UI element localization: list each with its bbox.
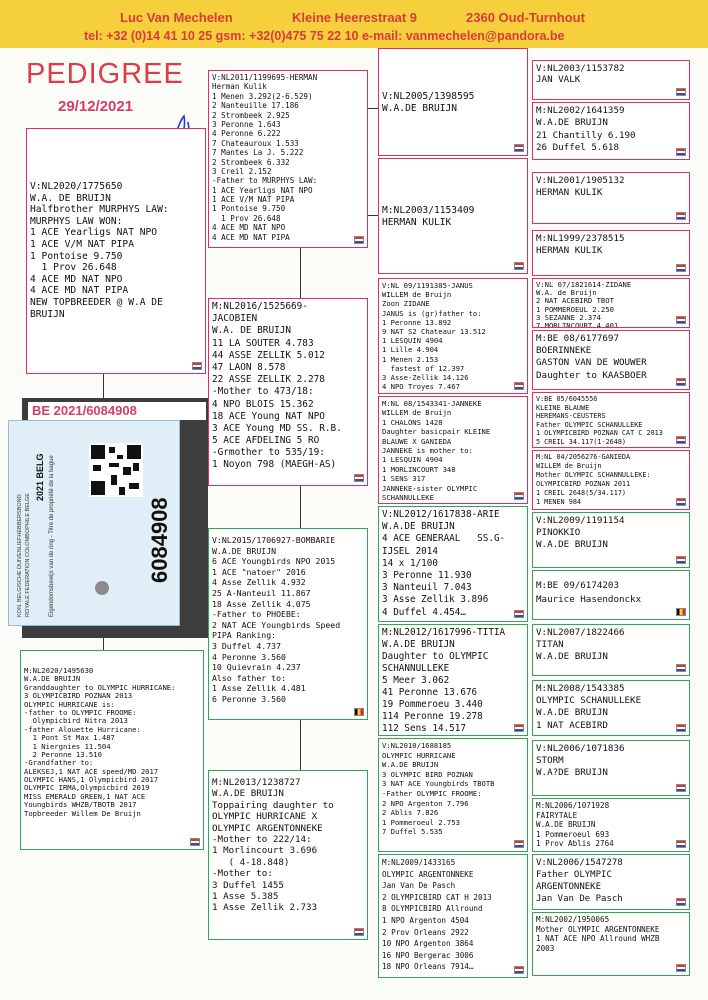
- pedigree-line: V:BE 05/6045556: [536, 395, 598, 403]
- flag-icon: [676, 148, 686, 156]
- breeder-city: 2360 Oud-Turnhout: [466, 10, 585, 25]
- flag-icon: [676, 784, 686, 792]
- pedigree-line: 2 NAT ACEBIRD TBOT: [536, 297, 614, 306]
- pedigree-line: Herman Kulik: [212, 82, 267, 92]
- flag-icon: [676, 378, 686, 386]
- flag-icon: [514, 724, 524, 732]
- pedigree-line: OLYMPIC SCHANULLEKE: [536, 695, 642, 707]
- pedigree-line: 1 Pommeroeul 693: [536, 829, 610, 839]
- pedigree-line: 112 Sens 14.517: [382, 723, 466, 734]
- pedigree-line: WILLEM de Bruijn: [536, 462, 602, 470]
- gen2-box: [208, 298, 368, 486]
- flag-icon: [676, 212, 686, 220]
- pedigree-line: Father OLYMPIC SCHANULLEKE: [536, 420, 643, 429]
- pedigree-line: 4 ACE MD NAT NPO: [30, 273, 123, 285]
- pedigree-line: JACOBIEN: [212, 313, 258, 325]
- pedigree-line: 26 Duffel 5.618: [536, 142, 619, 154]
- pedigree-line: PINOKKIO: [536, 527, 581, 538]
- pedigree-line: 2 Strombeek 6.332: [212, 157, 290, 167]
- pedigree-line: 1 Asse Zellik 4.481: [212, 683, 306, 694]
- gen4-box: [532, 912, 690, 976]
- pedigree-line: 41 Peronne 13.676: [382, 687, 478, 698]
- ring-ownership-card: [8, 420, 180, 626]
- ring-number: 6084908: [147, 497, 172, 583]
- pedigree-line: PIPA Ranking:: [212, 630, 277, 641]
- pedigree-line: V:NL2006/1547278: [536, 858, 623, 868]
- pedigree-line: JAN VALK: [536, 74, 581, 86]
- pedigree-line: 2 Prov Orleans 2922: [382, 927, 469, 937]
- pedigree-line: SCHANNULLEKE: [382, 663, 450, 674]
- pedigree-line: 14 x 1/100: [382, 557, 438, 569]
- pedigree-line: 1 CREIL 2648(5/34.117): [536, 489, 627, 497]
- pedigree-line: HERMAN KULIK: [536, 245, 603, 256]
- breeder-name: Luc Van Mechelen: [120, 10, 233, 25]
- flag-icon: [514, 262, 524, 270]
- ownership-text: Eigendomsbewijs van de ring - Titre de propriété de la bague: [49, 455, 55, 617]
- pedigree-line: GASTON VAN DE WOUWER: [536, 357, 647, 369]
- pedigree-line: IJSEL 2014: [382, 545, 438, 557]
- pedigree-line: Jan Van De Pasch: [382, 881, 456, 891]
- gen4-box: [532, 798, 690, 852]
- pedigree-line: fastest of 12.397: [382, 363, 465, 373]
- pedigree-line: 1 Prov 26.648: [30, 262, 117, 274]
- pedigree-line: OLYMPIC HURRICANE X: [212, 811, 318, 823]
- pedigree-line: W.A. DE BRUIJN: [30, 192, 111, 204]
- pedigree-line: OLYMPIC ARGENTONNEKE: [382, 869, 474, 879]
- pedigree-line: 1 Pontoise 9.750: [30, 250, 123, 262]
- pedigree-line: BRUIJN: [30, 308, 65, 320]
- pedigree-line: 2 OLYMPICBIRD CAT H 2013: [382, 892, 492, 902]
- pedigree-line: W.A.DE BRUIJN: [212, 545, 277, 556]
- pedigree-line: Mother OLYMPIC SCHANNULLEKE:: [536, 471, 651, 479]
- pedigree-line: Daughter to KAASBOER: [536, 369, 647, 381]
- pedigree-line: V:NL2012/1617838-ARIE: [382, 509, 500, 520]
- pedigree-line: M:NL2012/1617996-TITIA: [382, 627, 506, 638]
- pedigree-line: 1 NPO Argenton 4504: [382, 915, 469, 925]
- flag-icon: [514, 840, 524, 848]
- pedigree-line: W.A.DE BRUIJN: [536, 117, 608, 129]
- pedigree-line: 2 NPO Argenton 7.796: [382, 798, 469, 808]
- pedigree-line: Toppairing daughter to: [212, 799, 334, 811]
- pedigree-line: W.A.DE BRUIJN: [536, 820, 596, 830]
- pedigree-line: 1 Prov 26.648: [212, 213, 281, 223]
- pedigree-line: W.A.DE BRUIJN: [536, 651, 608, 662]
- pedigree-line: 3 Asse Zellik 3.896: [382, 594, 489, 606]
- flag-icon: [192, 362, 202, 370]
- pedigree-line: M:BE 08/6177697: [536, 333, 619, 344]
- ring-card: [8, 398, 204, 638]
- pedigree-line: SCHANNULLEKE: [382, 492, 434, 502]
- subject-pigeon-box: [26, 128, 206, 374]
- pedigree-line: ( 4-18.848): [212, 856, 290, 868]
- pedigree-line: 10 NPO Argenton 3864: [382, 939, 474, 949]
- pedigree-line: -Mother to 222/14:: [212, 833, 312, 845]
- pedigree-line: V:NL2020/1775650: [30, 181, 123, 192]
- pedigree-line: BLAUWE X GANIEDA: [382, 436, 452, 446]
- pedigree-line: V:NL 09/1191385-JANUS: [382, 281, 473, 290]
- pedigree-line: 1 Menen 3.292(2-6.529): [212, 91, 313, 101]
- connector-line: [300, 486, 301, 528]
- pedigree-line: M:NL2020/1495630: [24, 667, 94, 675]
- flag-icon: [676, 498, 686, 506]
- pedigree-line: Mother OLYMPIC ARGENTONNEKE: [536, 924, 660, 934]
- pedigree-line: 5 CREIL 34.117(1-2648): [536, 437, 627, 446]
- gen3-box: [378, 738, 528, 852]
- pedigree-line: M:NL2009/1433165: [382, 858, 456, 867]
- pedigree-line: 3 Creil 2.152: [212, 166, 272, 176]
- pedigree-line: -Father to PHOEBE:: [212, 609, 301, 620]
- pedigree-line: HERMAN KULIK: [536, 187, 603, 198]
- gen4-box: [532, 392, 690, 448]
- pedigree-line: 18 ACE Young NAT NPO: [212, 410, 325, 422]
- pedigree-line: 1 NAT ACEBIRD: [536, 719, 608, 731]
- flag-icon: [676, 724, 686, 732]
- pedigree-line: 4 Peronne 3.560: [212, 651, 286, 662]
- flag-icon: [354, 708, 364, 716]
- pedigree-line: 5 ACE AFDELING 5 RO: [212, 435, 320, 447]
- pedigree-line: 1 NAT ACE NPO Allround WHZB: [536, 934, 660, 944]
- gen4-box: [532, 172, 690, 224]
- gen4-box: [532, 60, 690, 100]
- pedigree-line: 3 Nanteuil 7.043: [382, 582, 472, 594]
- pedigree-line: 6 ACE Youngbirds NPO 2015: [212, 556, 336, 567]
- pedigree-line: 114 Peronne 19.278: [382, 711, 483, 722]
- pedigree-line: BOERINNEKE: [536, 345, 592, 357]
- gen4-box: [532, 102, 690, 160]
- pedigree-line: 2 Ablis 7.826: [382, 808, 439, 818]
- gen3-box: [378, 854, 528, 978]
- ring-hole: [95, 581, 109, 595]
- pedigree-line: 1 Asse Zellik 2.733: [212, 902, 318, 914]
- pedigree-line: 3 Duffel 1455: [212, 879, 284, 891]
- gen2-box: [208, 528, 368, 720]
- pedigree-date: 29/12/2021: [58, 98, 134, 115]
- pedigree-line: V:NL2001/1905132: [536, 175, 625, 186]
- pedigree-line: 4 ACE GENERAAL SS.G-: [382, 533, 506, 545]
- pedigree-line: M:NL2002/1641359: [536, 105, 625, 116]
- gen4-box: [532, 278, 690, 328]
- pedigree-line: 21 Chantilly 6.190: [536, 129, 636, 141]
- pedigree-line: WILLEM de Bruijn: [382, 290, 452, 300]
- flag-icon: [354, 236, 364, 244]
- pedigree-line: V:NL2015/1706927-BOMBARIE: [212, 535, 336, 545]
- pedigree-line: 44 ASSE ZELLIK 5.012: [212, 349, 325, 361]
- pedigree-line: 1 Niergnies 11.504: [24, 742, 111, 751]
- pedigree-line: 1 Pommeroeul 2.753: [382, 817, 460, 827]
- gen3-box: [378, 48, 528, 156]
- pedigree-line: 9 NAT S2 Chateaur 13.512: [382, 326, 486, 336]
- federation-name-fr: ROYALE FEDERATION COLOMBOPHILE BELGE: [25, 493, 31, 617]
- pedigree-line: 3 Asse-Zellik 14.126: [382, 372, 469, 382]
- pedigree-line: 1 ACE "natoer" 2016: [212, 566, 306, 577]
- gen3-box: [378, 158, 528, 274]
- pedigree-line: 22 ASSE ZELLIK 2.278: [212, 374, 325, 386]
- flag-icon: [676, 556, 686, 564]
- pedigree-line: 3 Peronne 11.930: [382, 569, 472, 581]
- pedigree-line: 1 Pont St Max 1.487: [24, 734, 115, 743]
- pedigree-line: 1 Asse 5.385: [212, 890, 279, 902]
- pedigree-line: Topbreeder Willem De Bruijn: [24, 809, 141, 818]
- gen4-box: [532, 570, 690, 620]
- pedigree-line: V:NL2006/1071836: [536, 743, 625, 754]
- flag-icon: [514, 382, 524, 390]
- pedigree-line: 7 MORLINCOURT 4.401: [536, 321, 619, 328]
- gen4-box: [532, 230, 690, 276]
- pedigree-line: W.A. de Bruijn: [536, 289, 597, 298]
- gen3-box: [378, 506, 528, 622]
- pedigree-line: Also father to:: [212, 672, 286, 683]
- pedigree-line: 1 POMMEROEUL 2.250: [536, 305, 614, 314]
- ring-label: BE 2021/6084908: [28, 402, 206, 420]
- pedigree-line: 18 NPO Orleans 7914…: [382, 962, 474, 972]
- flag-icon: [514, 610, 524, 618]
- flag-icon: [676, 840, 686, 848]
- pedigree-line: W.A.DE BRUIJN: [536, 539, 608, 550]
- pedigree-line: 7 Mantes La J. 5.222: [212, 148, 304, 158]
- gen4-box: [532, 512, 690, 568]
- pedigree-line: 3 SEZANNE 2.374: [536, 313, 601, 322]
- pedigree-line: 4 Asse Zellik 4.932: [212, 577, 306, 588]
- pedigree-line: 18 Asse Zellik 4.075: [212, 598, 311, 609]
- pedigree-line: -Father OLYMPIC FROOME:: [382, 788, 482, 798]
- pedigree-line: 1 SENS 317: [382, 474, 426, 484]
- pedigree-line: V:NL 07/1821614-ZIDANE: [536, 281, 632, 289]
- pedigree-line: JANNEKE-sister OLYMPIC: [382, 483, 478, 493]
- pedigree-line: OLYMPIC ARGENTONNEKE: [212, 822, 323, 834]
- pedigree-line: -father to OLYMPIC FROOME:: [24, 708, 137, 717]
- pedigree-line: M:NL2008/1543385: [536, 683, 625, 694]
- flag-icon: [676, 898, 686, 906]
- pedigree-line: 25 A-Nanteuil 11.867: [212, 587, 311, 598]
- pedigree-line: OLYMPIC HURRICANE is:: [24, 700, 115, 709]
- pedigree-line: 4 ACE MD NAT PIPA: [212, 232, 290, 242]
- connector-line: [300, 720, 301, 770]
- pedigree-line: M:NL2003/1153409: [382, 205, 475, 216]
- pedigree-line: M:NL2006/1071928: [536, 801, 610, 810]
- pedigree-line: 1 Noyon 798 (MAEGH-AS): [212, 459, 337, 471]
- flag-icon: [354, 474, 364, 482]
- flag-icon: [190, 838, 200, 846]
- pedigree-line: 3 Peronne 1.643: [212, 119, 281, 129]
- ring-year-country: 2021 BELG: [35, 453, 45, 501]
- pedigree-line: 1 Lille 4.904: [382, 345, 439, 355]
- pedigree-line: 3 OLYMPIC BIRD POZNAN: [382, 769, 473, 779]
- pedigree-line: 4 ACE MD NAT NPO: [212, 223, 286, 233]
- pedigree-line: 3 OLYMPICBIRD POZNAN 2013: [24, 692, 133, 701]
- pedigree-line: 5 Meer 3.062: [382, 675, 450, 686]
- pedigree-line: 6 Peronne 3.560: [212, 693, 286, 704]
- pedigree-line: -father Alouette Hurricane:: [24, 725, 141, 734]
- pedigree-line: 11 LA SOUTER 4.783: [212, 337, 314, 349]
- pedigree-line: W.A.DE BRUIJN: [382, 103, 458, 114]
- pedigree-line: Halfbrother MURPHYS LAW:: [30, 204, 169, 216]
- gen4-box: [532, 854, 690, 910]
- gen4-box: [532, 624, 690, 676]
- pedigree-line: W.A.DE BRUIJN: [382, 760, 439, 770]
- pedigree-line: 1 ACE Yearligs NAT NPO: [212, 185, 313, 195]
- pedigree-line: 1 ACE V/M NAT PIPA: [30, 238, 134, 250]
- breeder-street: Kleine Heerestraat 9: [292, 10, 418, 25]
- pedigree-line: 1 MENEN 984: [536, 498, 582, 506]
- pedigree-line: WILLEM de Bruijn: [382, 408, 452, 418]
- pedigree-line: 16 NPO Bergerac 3006: [382, 950, 474, 960]
- pedigree-line: 1 Pontoise 9.750: [212, 204, 286, 214]
- pedigree-line: 4 Duffel 4.454…: [382, 606, 466, 618]
- pedigree-line: 1 LESQUIN 4904: [382, 336, 443, 346]
- pedigree-line: 19 Pommeroeu 3.440: [382, 699, 483, 710]
- pedigree-line: M:NL 04/2056276-GANIEDA: [536, 453, 631, 461]
- connector-line: [368, 108, 378, 109]
- gen2-box: [208, 70, 368, 248]
- gen3-box: [378, 624, 528, 736]
- pedigree-line: V:NL2009/1191154: [536, 515, 625, 526]
- pedigree-line: OLYMPICBIRD POZNAN 2011: [536, 480, 631, 488]
- pedigree-line: OLYMPIC HURRICANE: [382, 750, 456, 760]
- flag-icon: [676, 964, 686, 972]
- flag-icon: [514, 144, 524, 152]
- pedigree-line: -Father to MURPHYS LAW:: [212, 176, 318, 186]
- pedigree-line: 2 Nanteuille 17.186: [212, 101, 299, 111]
- pedigree-line: 1 Prov Ablis 2764: [536, 839, 614, 849]
- pedigree-line: 8 OLYMPICBIRD Allround: [382, 904, 483, 914]
- pedigree-line: V:NL2011/1199695-HERMAN: [212, 73, 318, 82]
- pedigree-line: Daughter basicpair KLEINE: [382, 427, 491, 437]
- pedigree-line: V:NL2010/1688185: [382, 741, 452, 750]
- pedigree-line: Youngbirds WHZB/TBOTB 2017: [24, 801, 137, 810]
- gen4-box: [532, 680, 690, 736]
- flag-icon: [354, 928, 364, 936]
- pedigree-line: 10 Quievrain 4.237: [212, 662, 301, 673]
- pedigree-line: W.A.DE BRUIJN: [24, 675, 81, 684]
- flag-icon: [676, 436, 686, 444]
- flag-icon: [514, 492, 524, 500]
- pedigree-line: -Grmother to 535/19:: [212, 447, 325, 459]
- pedigree-line: 2 NAT ACE Youngbirds Speed: [212, 619, 341, 630]
- pedigree-line: W.A.DE BRUIJN: [382, 639, 455, 650]
- pedigree-line: TITAN: [536, 639, 564, 650]
- pedigree-line: M:NL2013/1238727: [212, 777, 301, 788]
- pedigree-line: JANNEKE is mother to:: [382, 445, 473, 455]
- pedigree-line: 2 Peronne 13.510: [24, 750, 102, 759]
- pedigree-line: KLEINE BLAUWE: [536, 403, 590, 412]
- pedigree-line: Father OLYMPIC: [536, 870, 612, 880]
- pedigree-line: 2003: [536, 943, 555, 953]
- pedigree-line: 7 Chateauroux 1.533: [212, 138, 299, 148]
- flag-icon: [676, 264, 686, 272]
- pedigree-line: OLYMPIC IRMA,Olympicbird 2019: [24, 784, 150, 793]
- pedigree-line: 1 OLYMPICBIRD POZNAN CAT C 2013: [536, 429, 663, 438]
- pedigree-line: Jan Van De Pasch: [536, 894, 623, 904]
- gen4-box: [532, 450, 690, 510]
- pedigree-line: -Mother to 473/18:: [212, 386, 314, 398]
- pedigree-line: -Mother to:: [212, 868, 273, 880]
- pedigree-line: M:NL2002/1950065: [536, 915, 610, 924]
- pedigree-line: 7 Duffel 5.535: [382, 827, 443, 837]
- pedigree-line: 1 Peronne 13.892: [382, 317, 452, 327]
- pedigree-line: 3 NAT ACE Youngbirds TBOTB: [382, 779, 495, 789]
- pedigree-line: V:NL2007/1822466: [536, 627, 625, 638]
- connector-line: [368, 215, 378, 216]
- pedigree-line: 1 ACE Yearligs NAT NPO: [30, 227, 158, 239]
- pedigree-line: 2 Strombeek 2.925: [212, 110, 290, 120]
- pedigree-line: Olympicbird Nitra 2013: [24, 717, 128, 726]
- pedigree-line: 1 LESQUIN 4904: [382, 455, 443, 465]
- pedigree-line: -Grandfather to:: [24, 759, 94, 768]
- pedigree-line: OLYMPIC HANS,1 Olympicbird 2017: [24, 776, 159, 785]
- pedigree-line: V:NL2005/1398595: [382, 91, 475, 102]
- flag-icon: [676, 88, 686, 96]
- pedigree-line: 4 ACE MD NAT PIPA: [30, 285, 129, 297]
- connector-line: [103, 636, 104, 650]
- pedigree-line: FAIRYTALE: [536, 810, 578, 820]
- flag-icon: [676, 608, 686, 616]
- pedigree-line: M:NL2016/1525669-: [212, 301, 308, 312]
- dam-pigeon-box: [20, 650, 204, 850]
- pedigree-line: MURPHYS LAW WON:: [30, 215, 123, 227]
- pedigree-line: 4 NPO BLOIS 15.362: [212, 398, 314, 410]
- pedigree-line: W.A.DE BRUIJN: [382, 521, 455, 533]
- pedigree-line: ALEKSEJ,1 NAT ACE speed/MD 2017: [24, 767, 159, 776]
- pedigree-line: Granddaughter to OLYMPIC HURRICANE:: [24, 683, 176, 692]
- pedigree-line: 1 ACE V/M NAT PIPA: [212, 195, 295, 205]
- pedigree-line: M:NL1999/2378515: [536, 233, 625, 244]
- pedigree-line: V:NL2003/1153782: [536, 63, 625, 74]
- flag-icon: [514, 966, 524, 974]
- pedigree-line: Daughter to OLYMPIC: [382, 651, 489, 662]
- pedigree-line: NEW TOPBREEDER @ W.A DE: [30, 296, 163, 308]
- pedigree-line: W.A.DE BRUIJN: [536, 707, 608, 719]
- pedigree-line: MISS EMERALD GREEN,1 NAT ACE: [24, 792, 146, 801]
- qr-code-icon: [89, 443, 143, 497]
- pedigree-line: 4 Peronne 6.222: [212, 129, 281, 139]
- pedigree-line: 4 NPO Troyes 7.467: [382, 382, 460, 392]
- pedigree-line: ARGENTONNEKE: [536, 882, 602, 892]
- pedigree-line: HERMAN KULIK: [382, 217, 452, 228]
- pedigree-line: JANUS is (gr)father to:: [382, 308, 482, 318]
- pedigree-line: M:NL 08/1543341-JANNEKE: [382, 399, 482, 408]
- pedigree-line: M:BE 09/6174203: [536, 580, 619, 591]
- pedigree-line: 47 LAON 8.578: [212, 361, 286, 373]
- flag-icon: [676, 316, 686, 324]
- pedigree-line: 1 MORLINCOURT 348: [382, 464, 456, 474]
- breeder-header: Luc Van Mechelen Kleine Heerestraat 9 2360 Oud-Turnhout tel: +32 (0)14 41 10 25 gsm: +32(0)475 75 22 10 e-mail: vanmechelen@pandora.be: [0, 0, 708, 48]
- pedigree-line: STORM: [536, 755, 564, 766]
- pedigree-line: W.A. DE BRUIJN: [212, 325, 292, 337]
- gen3-box: [378, 278, 528, 394]
- gen4-box: [532, 740, 690, 796]
- pedigree-line: 1 Morlincourt 3.696: [212, 845, 318, 857]
- pedigree-line: HEREMANS-CEUSTERS: [536, 412, 606, 421]
- gen4-box: [532, 330, 690, 390]
- pedigree-line: W.A.DE BRUIJN: [212, 788, 284, 800]
- pedigree-line: 3 Duffel 4.737: [212, 640, 282, 651]
- pedigree-line: Zoon ZIDANE: [382, 299, 430, 309]
- pedigree-line: 3 ACE Young MD SS. R.B.: [212, 422, 342, 434]
- pedigree-line: 1 CHALONS 1428: [382, 417, 443, 427]
- pedigree-line: W.A?DE BRUIJN: [536, 767, 608, 778]
- connector-line: [300, 248, 301, 298]
- pedigree-line: Maurice Hasendonckx: [536, 594, 642, 605]
- gen3-box: [378, 396, 528, 504]
- flag-icon: [676, 664, 686, 672]
- gen2-box: [208, 770, 368, 940]
- page-title: PEDIGREE: [26, 58, 184, 90]
- federation-name: KON. BELGISCHE DUIVENLIEFHEBBERSBOND: [17, 494, 23, 617]
- pedigree-line: 1 Menen 2.153: [382, 354, 439, 364]
